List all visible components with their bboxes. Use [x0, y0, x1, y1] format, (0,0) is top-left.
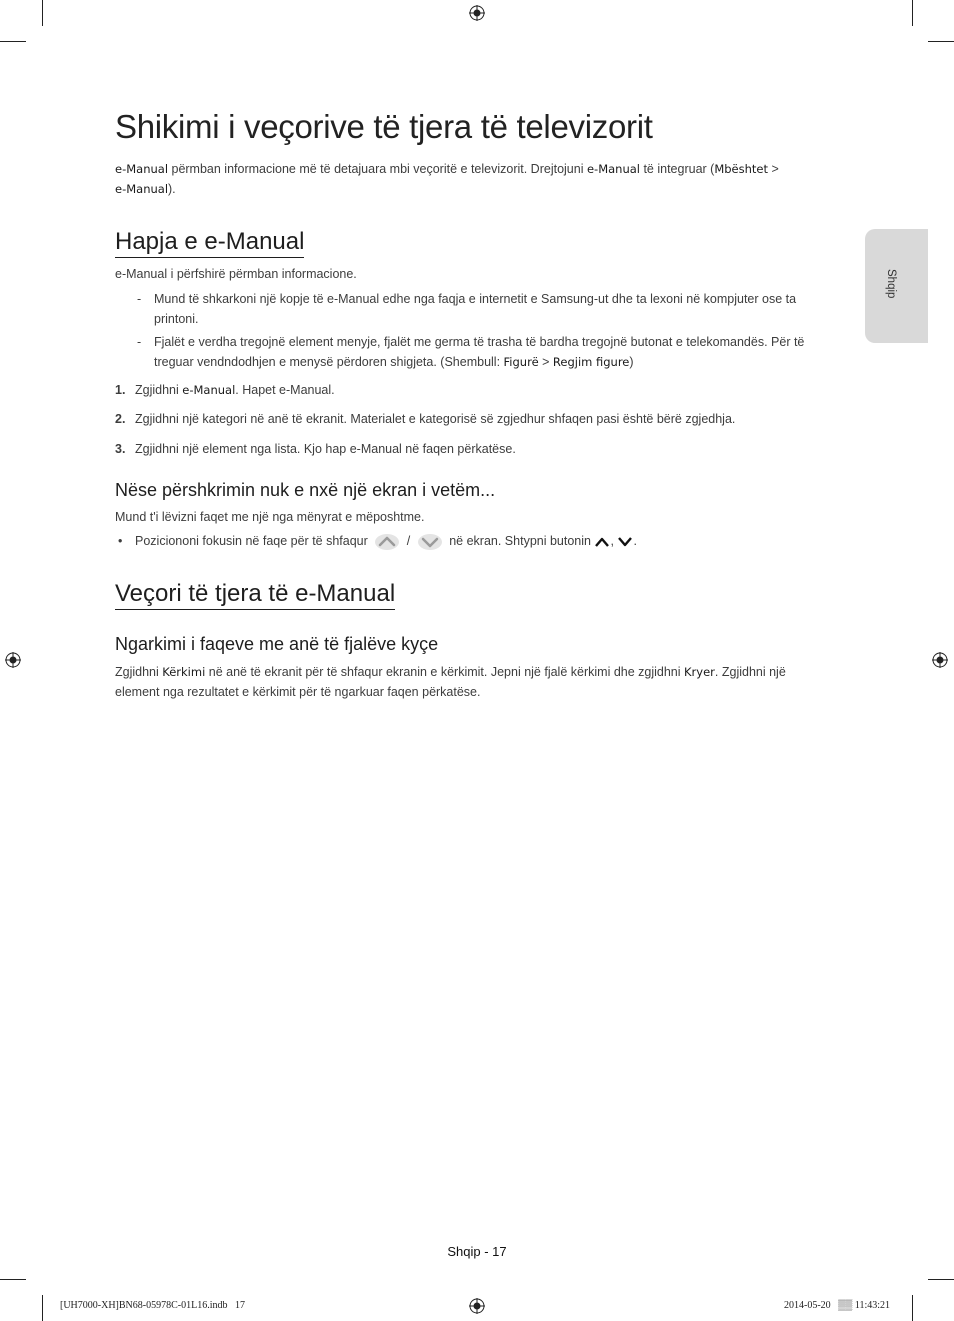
ui-term: Figurë: [503, 354, 539, 369]
footer-timestamp: 2014-05-20 ▒▒ 11:43:21: [783, 1300, 890, 1311]
page-up-arrow-icon: [374, 533, 400, 551]
bullet-text: Mund të shkarkoni një kopje të e-Manual edhe nga faqja e internetit e Samsung-ut dhe ta lexoni në kompjuter ose ta printoni.: [154, 292, 797, 326]
step-text: Zgjidhni një kategori në anë të ekranit. Materialet e kategorisë së zgjedhur shfaqen pasi është bërë zgjedhja.: [135, 412, 736, 426]
page-title: Shikimi i veçorive të tjera të televizorit: [115, 108, 653, 145]
bullet-text: [154, 333, 844, 372]
bullet-text-part: Poziciononi fokusin në faqe për të shfaqur: [135, 534, 368, 548]
language-side-tab: [865, 229, 928, 343]
subsection-paragraph: [115, 663, 815, 702]
dash-bullet: -: [137, 292, 142, 306]
intro-text: >: [768, 162, 779, 176]
subsection-heading: Ngarkimi i faqeve me anë të fjalëve kyçe: [115, 634, 439, 654]
ui-term: Kryer: [684, 665, 715, 679]
section-heading: Veçori të tjera të e-Manual: [115, 580, 395, 610]
subsection-lead: Mund t'i lëvizni faqet me një nga mënyrat e mëposhtme.: [115, 510, 425, 524]
intro-text: përmban informacione më të detajuara mbi veçoritë e televizorit. Drejtojuni: [168, 162, 587, 176]
section-heading: Hapja e e-Manual: [115, 228, 304, 258]
chevron-down-icon: [617, 536, 633, 548]
step-text: Zgjidhni një element nga lista. Kjo hap e-Manual në faqen përkatëse.: [135, 442, 516, 456]
separator: ,: [610, 534, 614, 548]
crop-mark: [42, 0, 43, 26]
registration-mark-icon: [469, 1298, 485, 1314]
crop-mark: [0, 1279, 26, 1280]
registration-mark-icon: [932, 652, 948, 668]
subsection-heading: Nëse përshkrimin nuk e nxë një ekran i vetëm...: [115, 480, 496, 500]
paragraph-part: . Zgjidhni një element nga rezultatet e kërkimit për të ngarkuar faqen përkatëse.: [115, 665, 786, 699]
intro-paragraph: [115, 160, 815, 199]
page-down-arrow-icon: [417, 533, 443, 551]
ui-term: e-Manual: [586, 162, 640, 176]
page-number: Shqip - 17: [447, 1244, 507, 1259]
intro-text: të integruar (: [639, 162, 715, 176]
ui-term: e-Manual: [115, 181, 169, 196]
crop-mark: [912, 1295, 913, 1321]
side-tab-label: Shqip: [885, 269, 897, 299]
ui-term: e-Manual: [115, 162, 169, 176]
ui-term: Regjim figure: [552, 354, 630, 369]
bullet-text-part: .: [633, 534, 637, 548]
step-text: [135, 381, 835, 401]
paragraph-part: në anë të ekranit për të shfaqur ekranin e kërkimit. Jepni një fjalë kërkimi dhe zgjidhni: [205, 665, 685, 679]
crop-mark: [42, 1295, 43, 1321]
ui-term: Mbështet: [714, 162, 768, 176]
separator: /: [406, 534, 411, 548]
ui-term: e-Manual: [182, 383, 236, 397]
ui-term: Kërkimi: [162, 665, 206, 679]
chevron-up-icon: [594, 536, 610, 548]
separator: >: [538, 354, 553, 369]
crop-mark: [0, 41, 26, 42]
bullet-line: [135, 532, 637, 552]
bullet-text-part: ): [629, 354, 634, 369]
step-text-part: Zgjidhni: [135, 383, 183, 397]
registration-mark-icon: [5, 652, 21, 668]
intro-text: ).: [168, 181, 176, 196]
paragraph-part: Zgjidhni: [115, 665, 163, 679]
crop-mark: [928, 1279, 954, 1280]
bullet-text-part: Fjalët e verdha tregojnë element menyje, fjalët me germa të trasha të bardha tregojnë butonat e telekomandës. Për të treguar vendndodhjen e menysë përdoren shigjeta. (Shembull:: [154, 335, 805, 369]
dash-bullet: -: [137, 335, 142, 349]
step-number: 1.: [115, 383, 126, 397]
registration-mark-icon: [469, 5, 485, 21]
crop-mark: [928, 41, 954, 42]
crop-mark: [912, 0, 913, 26]
footer-file-info: [UH7000-XH]BN68-05978C-01L16.indb 17: [60, 1300, 245, 1311]
bullet-text-part: në ekran. Shtypni butonin: [449, 534, 591, 548]
bullet-marker: •: [118, 534, 123, 548]
step-number: 2.: [115, 412, 126, 426]
step-text-part: . Hapet e-Manual.: [235, 383, 335, 397]
section-lead: e-Manual i përfshirë përmban informacione.: [115, 267, 357, 281]
step-number: 3.: [115, 442, 126, 456]
